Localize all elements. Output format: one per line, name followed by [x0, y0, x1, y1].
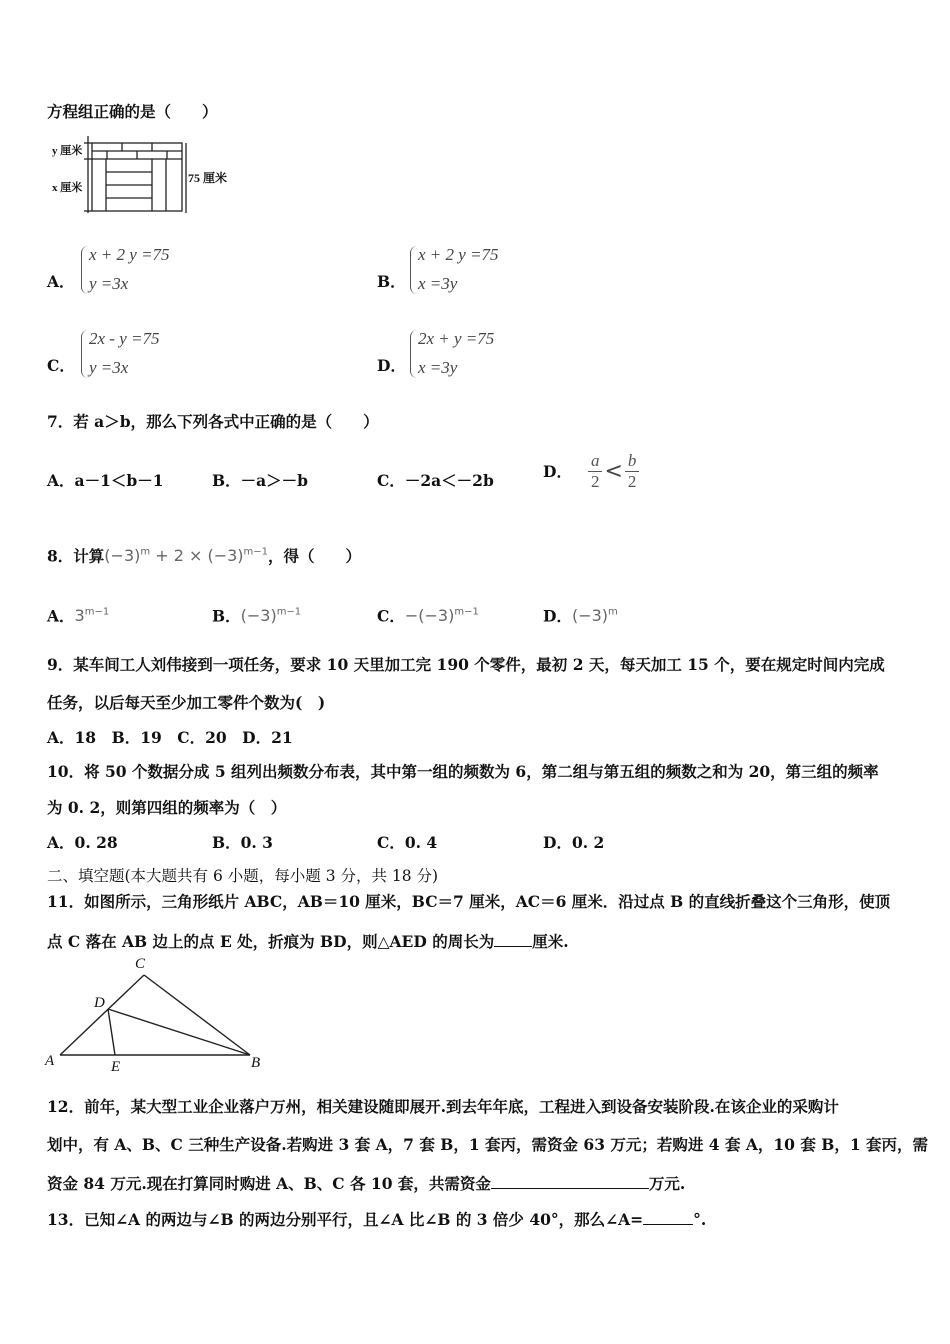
option-expression: $-(-3)^{m-1}$ [404, 606, 479, 626]
q6-option-d[interactable] [377, 354, 406, 376]
question-7-stem: 7．若 a＞b，那么下列各式中正确的是（ ） [47, 412, 379, 431]
question-12-line-3: 资金 84 万元.现在打算同时购进 A、B、C 各 10 套，共需资金 万元. [47, 1174, 686, 1193]
less-than-sign: < [604, 458, 623, 484]
q10-option-a[interactable] [47, 833, 118, 853]
option-label: D． [543, 833, 572, 852]
question-9-line-2: 任务，以后每天至少加工零件个数为( ) [47, 693, 326, 712]
q7-option-c[interactable] [377, 471, 494, 491]
brace-icon [81, 330, 88, 378]
question-12-line-1: 12．前年，某大型工业企业落户万州，相关建设随即展开.到去年年底，工程进入到设备安装阶段.在该企业的采购计 [47, 1097, 839, 1116]
triangle-abc-diagram [40, 955, 270, 1080]
option-text: 0. 2 [571, 833, 605, 852]
question-11-line-2: 点 C 落在 AB 边上的点 E 处，折痕为 BD，则△AED 的周长为 厘米. [47, 932, 569, 951]
option-label: B． [212, 471, 241, 490]
q10-option-c[interactable] [377, 833, 437, 853]
option-label: D． [377, 356, 406, 375]
point-b-label: B [251, 1055, 261, 1071]
option-expression: $3^{m-1}$ [74, 606, 110, 626]
option-label: C． [47, 356, 75, 375]
option-label: A． [47, 471, 75, 490]
q6-option-a[interactable] [47, 270, 75, 292]
option-text: 0. 4 [404, 833, 438, 852]
question-10-line-2: 为 0. 2，则第四组的频率为（ ） [47, 798, 287, 817]
option-label: A． [47, 833, 75, 852]
question-9-line-1: 9．某车间工人刘伟接到一项任务，要求 10 天里加工完 190 个零件，最初 2 天，每天加工 15 个，要在规定时间内完成 [47, 655, 885, 674]
option-text: a－1＜b－1 [74, 471, 164, 490]
option-label: C． [377, 833, 405, 852]
option-label: B． [212, 606, 241, 626]
q10-option-d[interactable] [543, 833, 604, 853]
point-e-label: E [111, 1059, 121, 1075]
q7-option-d[interactable] [543, 446, 639, 496]
option-expression: $(-3)^{m-1}$ [240, 606, 302, 626]
question-9-options[interactable]: A．18 B．19 C．20 D．21 [47, 728, 293, 747]
question-8-stem [47, 543, 361, 566]
question-12-line-2: 划中，有 A、B、C 三种生产设备.若购进 3 套 A，7 套 B，1 套丙，需资金 63 万元；若购进 4 套 A，10 套 B，1 套丙，需 [47, 1135, 929, 1154]
option-text: －2a＜－2b [404, 471, 494, 490]
triangle-figure [40, 955, 270, 1080]
equation-1: x + 2 y =75 [89, 245, 170, 264]
option-label: D． [543, 462, 572, 481]
question-11-line-1: 11．如图所示，三角形纸片 ABC，AB＝10 厘米，BC＝7 厘米，AC＝6 厘米．沿过点 B 的直线折叠这个三角形，使顶 [47, 892, 891, 911]
brace-icon [81, 246, 88, 294]
point-c-label: C [135, 956, 146, 972]
option-text: 0. 3 [240, 833, 273, 852]
q7-option-a[interactable] [47, 471, 163, 491]
q6-option-b[interactable] [377, 270, 406, 292]
brace-icon [410, 246, 417, 294]
option-label: B． [212, 833, 241, 852]
q8-option-d[interactable] [543, 603, 618, 626]
q6-option-c[interactable] [47, 354, 75, 376]
equation-1: 2x + y =75 [418, 329, 495, 348]
fraction-a-over-2: $\frac{a}{2}$ [588, 451, 603, 492]
equation-2: y =3x [89, 358, 129, 377]
option-text: －a＞－b [240, 471, 308, 490]
question-10-line-1: 10．将 50 个数据分成 5 组列出频数分布表，其中第一组的频数为 6，第二组与第五组的频数之和为 20，第三组的频率 [47, 762, 879, 781]
equation-1: 2x - y =75 [89, 329, 160, 348]
option-text: 0. 28 [74, 833, 118, 852]
stem-suffix: ，得（ ） [268, 546, 362, 566]
y-cm-label: y 厘米 [52, 145, 83, 157]
question-6-stem: 方程组正确的是（ ） [47, 102, 218, 121]
equation-2: x =3y [418, 358, 458, 377]
q6-figure [48, 133, 248, 218]
option-label: B． [377, 272, 406, 291]
q8-option-b[interactable] [212, 603, 301, 626]
expression: $(-3)^m + 2 \times (-3)^{m-1}$ [104, 546, 269, 566]
point-d-label: D [94, 995, 105, 1011]
option-expression: $(-3)^m$ [571, 606, 618, 626]
option-label: C． [377, 471, 405, 490]
equation-2: x =3y [418, 274, 458, 293]
x-cm-label: x 厘米 [52, 182, 83, 194]
fraction-b-over-2: $\frac{b}{2}$ [625, 451, 640, 492]
stem-prefix: 8．计算 [47, 546, 105, 566]
point-a-label: A [45, 1053, 55, 1069]
option-label: C． [377, 606, 405, 626]
option-label: A． [47, 606, 75, 626]
question-13-line-1: 13．已知∠A 的两边与∠B 的两边分别平行，且∠A 比∠B 的 3 倍少 40°，那么∠A= °. [47, 1210, 707, 1229]
q10-option-b[interactable] [212, 833, 273, 853]
q8-option-c[interactable] [377, 603, 479, 626]
brace-icon [410, 330, 417, 378]
section-2-heading: 二、填空题(本大题共有 6 小题，每小题 3 分，共 18 分) [47, 867, 439, 885]
option-label: D． [543, 606, 572, 626]
q7-option-b[interactable] [212, 471, 308, 491]
equation-1: x + 2 y =75 [418, 245, 499, 264]
equation-2: y =3x [89, 274, 129, 293]
option-label: A． [47, 272, 75, 291]
answer-blank[interactable] [494, 930, 532, 947]
answer-blank[interactable] [491, 1172, 649, 1189]
q8-option-a[interactable] [47, 603, 109, 626]
total-height-label: 75 厘米 [188, 171, 228, 185]
answer-blank[interactable] [643, 1208, 693, 1225]
